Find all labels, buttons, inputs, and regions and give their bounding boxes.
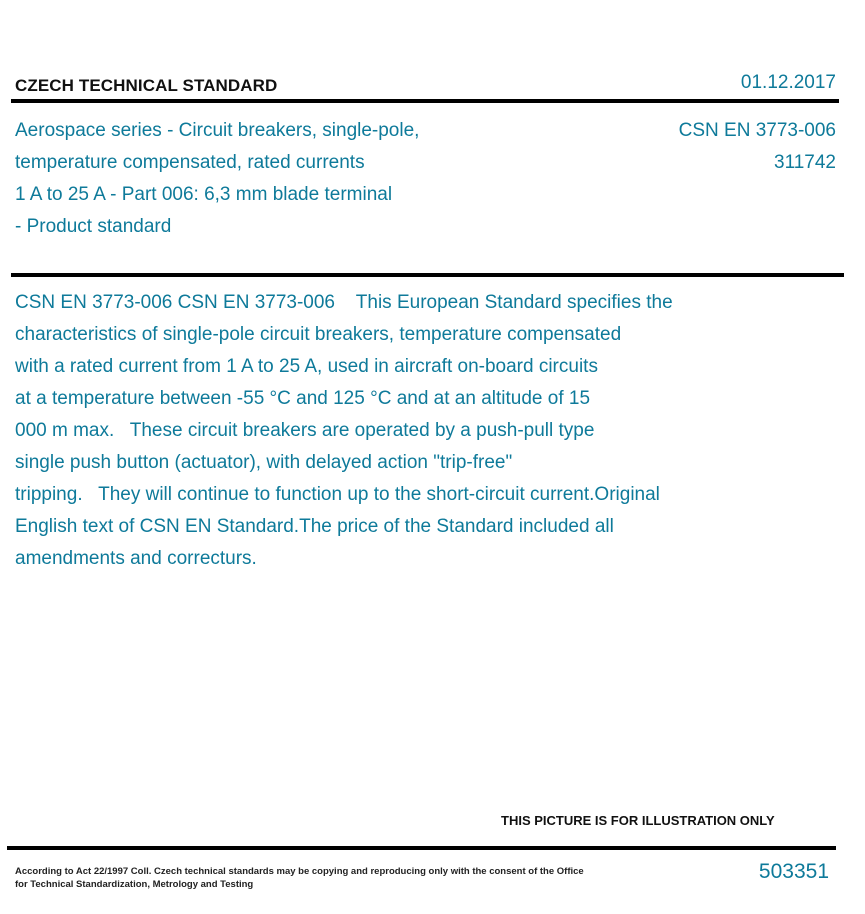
standard-identifiers	[679, 115, 836, 179]
footer-divider	[7, 846, 836, 850]
description-line: tripping. They will continue to function up to the short-circuit current.Original	[15, 484, 660, 505]
publication-date: 01.12.2017	[740, 72, 836, 93]
standard-title-line: 1 A to 25 A - Part 006: 6,3 mm blade terminal	[15, 184, 393, 205]
legal-note-line: for Technical Standardization, Metrology and Testing	[15, 879, 254, 890]
description-line: single push button (actuator), with delayed action "trip-free"	[15, 452, 513, 473]
legal-note	[15, 865, 615, 891]
standard-title-line: Aerospace series - Circuit breakers, single-pole,	[15, 120, 420, 141]
header-divider	[11, 99, 839, 103]
title-divider	[11, 273, 844, 277]
illustration-disclaimer: THIS PICTURE IS FOR ILLUSTRATION ONLY	[501, 813, 775, 828]
standard-title	[15, 115, 575, 243]
description-line: with a rated current from 1 A to 25 A, used in aircraft on-board circuits	[15, 356, 598, 377]
document-type-heading: CZECH TECHNICAL STANDARD	[15, 76, 278, 95]
description-line: at a temperature between -55 °C and 125 °C and at an altitude of 15	[15, 388, 591, 409]
legal-note-line: According to Act 22/1997 Coll. Czech technical standards may be copying and reproducing only with the consent of the Office	[15, 866, 584, 877]
standard-code: CSN EN 3773-006	[678, 120, 836, 141]
catalog-number: 311742	[774, 152, 836, 173]
product-number: 503351	[758, 860, 829, 883]
standard-title-line: - Product standard	[15, 216, 172, 237]
description-line: amendments and correcturs.	[15, 548, 257, 569]
description-line: CSN EN 3773-006 CSN EN 3773-006 This European Standard specifies the	[15, 292, 673, 313]
standard-description	[15, 287, 835, 575]
description-line: 000 m max. These circuit breakers are operated by a push-pull type	[15, 420, 595, 441]
description-line: English text of CSN EN Standard.The price of the Standard included all	[15, 516, 614, 537]
standard-title-line: temperature compensated, rated currents	[15, 152, 365, 173]
description-line: characteristics of single-pole circuit breakers, temperature compensated	[15, 324, 622, 345]
